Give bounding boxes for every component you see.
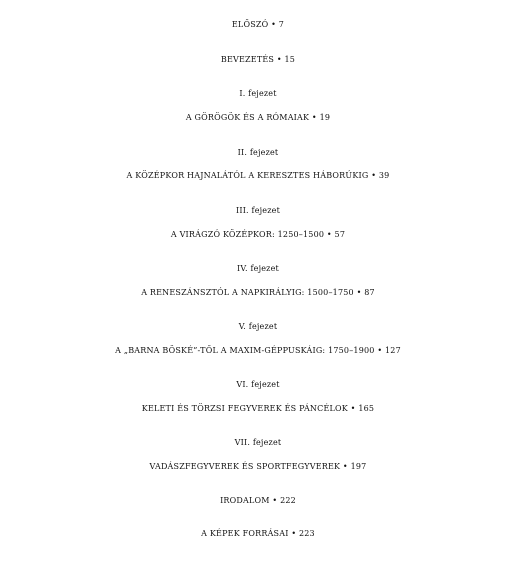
chapter-title-7: VADÁSZFEGYVEREK ÉS SPORTFEGYVEREK • 197 bbox=[149, 462, 367, 471]
toc-entry-foreword: ELŐSZÓ • 7 bbox=[231, 20, 285, 29]
chapter-label-4: IV. fejezet bbox=[237, 264, 279, 273]
toc-entry-introduction: BEVEZETÉS • 15 bbox=[220, 55, 296, 64]
chapter-title-1: A GÖRÖGÖK ÉS A RÓMAIAK • 19 bbox=[185, 113, 331, 122]
chapter-label-1: I. fejezet bbox=[239, 89, 277, 98]
chapter-label-7: VII. fejezet bbox=[234, 438, 282, 447]
chapter-label-3: III. fejezet bbox=[235, 206, 281, 215]
chapter-title-2: A KÖZÉPKOR HAJNALÁTÓL A KERESZTES HÁBORÚKIG • 39 bbox=[126, 171, 390, 180]
chapter-label-5: V. fejezet bbox=[238, 322, 278, 331]
chapter-title-3: A VIRÁGZÓ KÖZÉPKOR: 1250–1500 • 57 bbox=[170, 230, 346, 239]
toc-entry-bibliography: IRODALOM • 222 bbox=[220, 496, 296, 505]
toc-entry-image-sources: A KÉPEK FORRÁSAI • 223 bbox=[201, 529, 315, 538]
chapter-label-6: VI. fejezet bbox=[236, 380, 280, 389]
chapter-label-2: II. fejezet bbox=[237, 148, 279, 157]
chapter-title-4: A RENESZÁNSZTÓL A NAPKIRÁLYIG: 1500–1750 • 87 bbox=[141, 288, 375, 297]
chapter-title-5: A „BARNA BÖSKÉ”-TŐL A MAXIM-GÉPPUSKÁIG: 1750–1900 • 127 bbox=[115, 346, 401, 355]
chapter-title-6: KELETI ÉS TÖRZSI FEGYVEREK ÉS PÁNCÉLOK • 165 bbox=[141, 404, 375, 413]
